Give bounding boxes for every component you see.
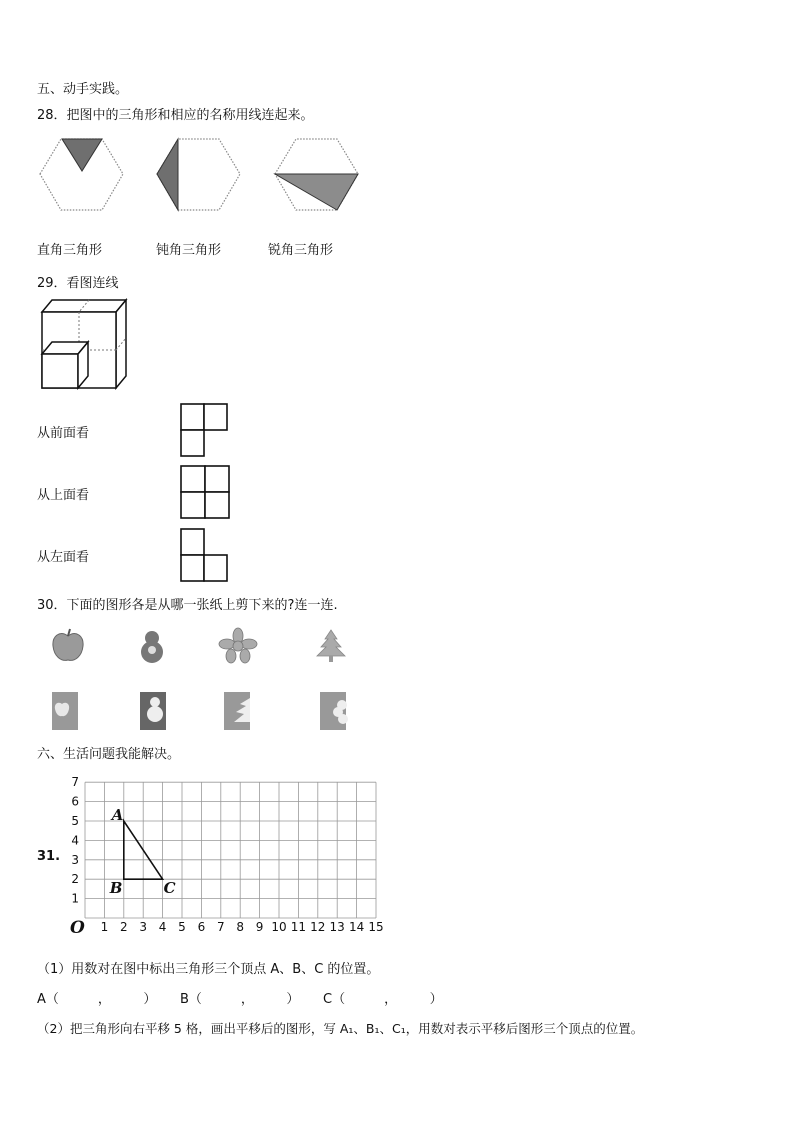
vertex-c-label: C <box>163 879 176 898</box>
x-tick-label: 9 <box>255 920 264 934</box>
x-tick-label: 5 <box>178 920 186 934</box>
x-tick-label: 12 <box>310 920 326 934</box>
x-tick-label: 6 <box>197 920 206 934</box>
answer-a[interactable]: A（ ， ） <box>37 992 157 1007</box>
y-tick-label: 3 <box>71 852 79 867</box>
y-tick-label: 6 <box>71 794 79 809</box>
label-obtuse-triangle: 钝角三角形 <box>156 243 222 258</box>
x-tick-label: 1 <box>100 920 109 934</box>
view-left-label: 从左面看 <box>37 550 90 565</box>
x-tick-label: 2 <box>119 920 128 934</box>
x-tick-label: 4 <box>158 920 167 934</box>
question-31-number: 31. <box>37 849 61 864</box>
section-6-title: 六、生活问题我能解决。 <box>37 747 181 762</box>
view-front-label: 从前面看 <box>37 426 90 441</box>
question-31-part-2: （2）把三角形向右平移 5 格，画出平移后的图形，写 A₁、B₁、C₁，用数对表示平移后图形三个顶点的位置。 <box>37 1021 644 1036</box>
y-tick-label: 1 <box>71 891 79 906</box>
question-30-text: 30．下面的图形各是从哪一张纸上剪下来的?连一连. <box>37 598 338 613</box>
x-tick-label: 15 <box>368 920 384 934</box>
question-28-text: 28．把图中的三角形和相应的名称用线连起来。 <box>37 108 314 123</box>
y-tick-label: 5 <box>71 814 79 828</box>
question-29-text: 29．看图连线 <box>37 276 119 291</box>
x-tick-label: 8 <box>236 920 245 934</box>
vertex-b-label: B <box>109 879 123 898</box>
y-tick-label: 7 <box>71 775 79 790</box>
x-tick-label: 11 <box>290 920 307 934</box>
answer-b[interactable]: B（ ， ） <box>180 992 300 1007</box>
question-31-part-1: （1）用数对在图中标出三角形三个顶点 A、B、C 的位置。 <box>37 962 380 977</box>
label-acute-triangle: 锐角三角形 <box>268 243 334 258</box>
label-right-triangle: 直角三角形 <box>37 243 103 258</box>
x-tick-label: 10 <box>271 920 287 934</box>
origin-label: O <box>70 918 85 938</box>
answer-c[interactable]: C（ ， ） <box>323 992 443 1007</box>
x-tick-label: 3 <box>139 920 148 934</box>
x-tick-label: 14 <box>348 920 365 934</box>
view-top-label: 从上面看 <box>37 488 90 503</box>
x-tick-label: 13 <box>329 920 345 934</box>
y-tick-label: 2 <box>71 872 79 887</box>
y-tick-label: 4 <box>71 833 79 848</box>
vertex-a-label: A <box>111 806 124 824</box>
section-5-title: 五、动手实践。 <box>37 82 129 97</box>
x-tick-label: 7 <box>216 920 225 934</box>
